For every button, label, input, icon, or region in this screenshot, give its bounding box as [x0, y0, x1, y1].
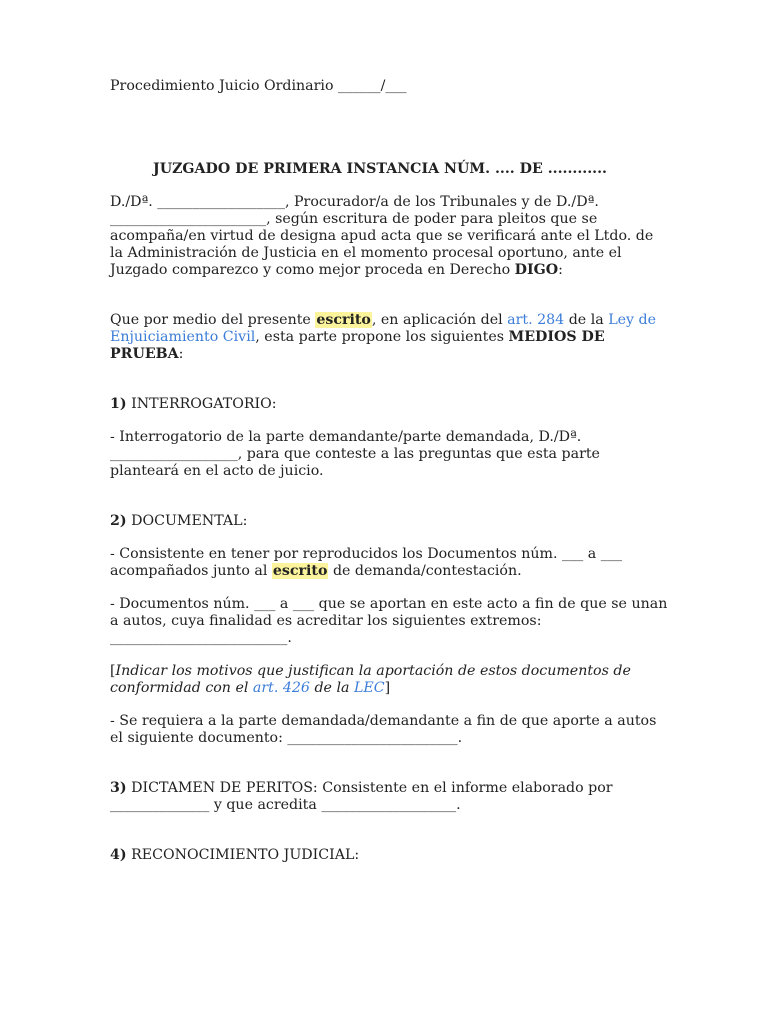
section-interrogatorio-heading: [110, 396, 670, 413]
dictamen-text: DICTAMEN DE PERITOS: Consistente en el informe elaborado por ______________ y que acredita ___________________.: [110, 780, 613, 813]
section-number: 3): [110, 780, 127, 796]
note-mid-text: de la: [309, 680, 354, 696]
section-dictamen-peritos: [110, 780, 670, 814]
documental-item-1-text-b: de demanda/contestación.: [328, 563, 522, 579]
escrito-highlight[interactable]: escrito: [272, 563, 328, 579]
documental-item-2: - Documentos núm. ___ a ___ que se aportan en este acto a fin de que se unan a autos, cuya finalidad es acreditar los siguientes extremos: _________________________.: [110, 596, 668, 646]
intro-text: D./Dª. __________________, Procurador/a de los Tribunales y de D./Dª. ______________________, según escritura de poder para pleitos que se acompaña/en virtud de designa apud acta que se verificará ante el Ltdo. de la Administración de Justicia en el momento procesal oportuno, ante el Juzgado comparezco y como mejor proceda en Derecho: [110, 194, 654, 278]
procedure-header: Procedimiento Juicio Ordinario ______/___: [110, 78, 407, 94]
section-title: INTERROGATORIO:: [126, 396, 277, 412]
motion-text-3: de la: [564, 312, 609, 328]
motion-text-2: , en aplicación del: [371, 312, 508, 328]
art-426-link[interactable]: art. 426: [252, 680, 310, 696]
note-open-bracket: [: [110, 663, 116, 679]
section-title: DOCUMENTAL:: [126, 513, 248, 529]
court-title: JUZGADO DE PRIMERA INSTANCIA NÚM. .... DE ............: [152, 161, 607, 177]
lec-link[interactable]: Ley de Enjuiciamiento Civil: [110, 312, 657, 345]
interrogatorio-item: - Interrogatorio de la parte demandante/parte demandada, D./Dª. __________________, para que conteste a las preguntas que esta parte planteará en el acto de juicio.: [110, 429, 600, 479]
lec-short-link[interactable]: LEC: [353, 680, 385, 696]
documental-item-3: - Se requiera a la parte demandada/demandante a fin de que aporte a autos el siguiente documento: ________________________.: [110, 713, 657, 746]
note-text: Indicar los motivos que justifican la aportación de estos documentos de conformidad con el: [110, 663, 631, 696]
art-284-link[interactable]: art. 284: [507, 312, 565, 328]
motion-text-4: , esta parte propone los siguientes: [255, 329, 509, 345]
note-close-bracket: ]: [384, 680, 391, 696]
motion-paragraph: [110, 312, 670, 363]
motion-text-5: :: [178, 346, 184, 362]
document-page: [110, 78, 670, 880]
medios-prueba-label: MEDIOS DE PRUEBA: [110, 329, 605, 362]
intro-paragraph: [110, 194, 670, 279]
section-documental-heading: [110, 513, 670, 530]
documental-item-1-text-a: - Consistente en tener por reproducidos los Documentos núm. ___ a ___ acompañados junto al: [110, 546, 623, 579]
section-reconocimiento-heading: [110, 847, 670, 864]
section-title: RECONOCIMIENTO JUDICIAL:: [126, 847, 360, 863]
intro-colon: :: [558, 262, 563, 278]
section-number: 2): [110, 513, 127, 529]
section-number: 1): [110, 396, 127, 412]
documental-note: [110, 663, 670, 697]
motion-text-1: Que por medio del presente: [110, 312, 316, 328]
documental-item-1: [110, 546, 670, 580]
digo-word: DIGO: [514, 262, 559, 278]
section-number: 4): [110, 847, 127, 863]
escrito-highlight[interactable]: escrito: [316, 312, 371, 328]
